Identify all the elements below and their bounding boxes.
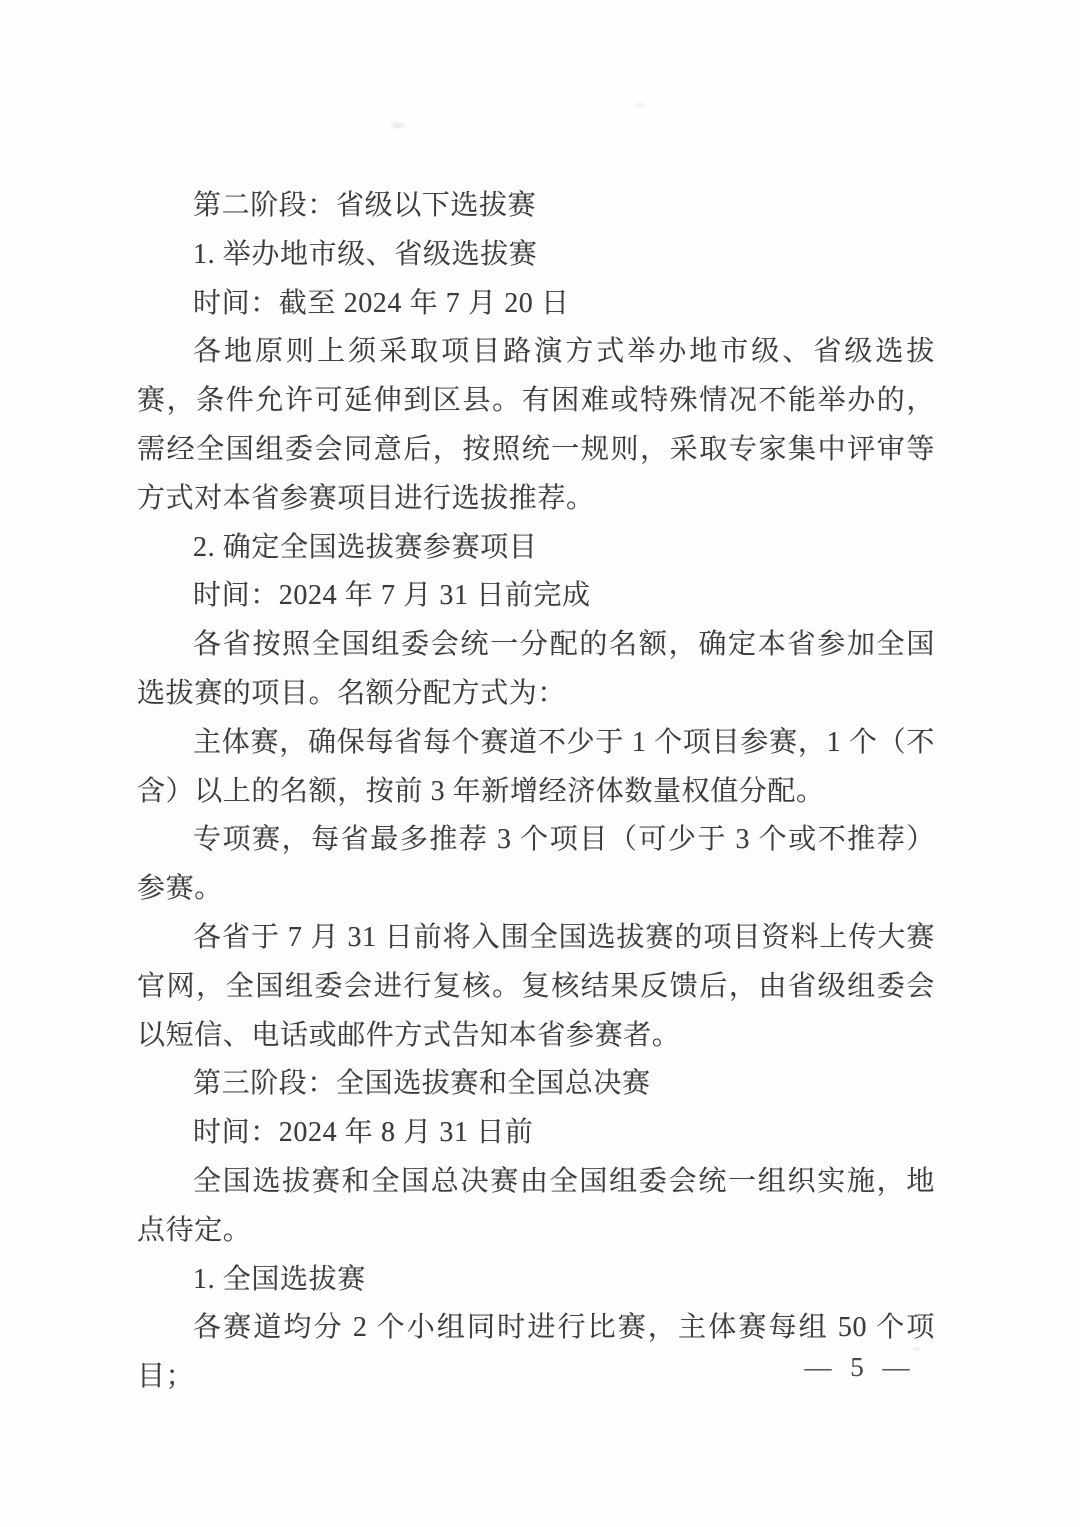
scan-artifact	[633, 101, 647, 109]
scan-artifact	[388, 121, 408, 130]
item2-review-notification: 各省于 7 月 31 日前将入围全国选拔赛的项目资料上传大赛官网，全国组委会进行复核。复核结果反馈后，由省级组委会以短信、电话或邮件方式告知本省参赛者。	[137, 921, 935, 1051]
page-number: — 5 —	[804, 1352, 916, 1382]
item2-heading: 2. 确定全国选拔赛参赛项目	[193, 531, 538, 563]
item2-time: 时间：2024 年 7 月 31 日前完成	[193, 580, 591, 612]
item1-body: 各地原则上须采取项目路演方式举办地市级、省级选拔赛，条件允许可延伸到区县。有困难或特殊情况不能举办的，需经全国组委会同意后，按照统一规则，采取专家集中评审等方式对本省参赛项目进行选拔推荐。	[137, 336, 935, 514]
stage3-heading: 第三阶段：全国选拔赛和全国总决赛	[193, 1068, 651, 1100]
item2-quota-intro: 各省按照全国组委会统一分配的名额，确定本省参加全国选拔赛的项目。名额分配方式为：	[137, 629, 935, 709]
document-body	[137, 182, 935, 1402]
stage3-body: 全国选拔赛和全国总决赛由全国组委会统一组织实施，地点待定。	[137, 1165, 935, 1246]
national-selection-heading: 1. 全国选拔赛	[193, 1263, 366, 1295]
item1-time: 时间：截至 2024 年 7 月 20 日	[193, 287, 570, 319]
item2-main-competition-rule: 主体赛，确保每省每个赛道不少于 1 个项目参赛，1 个（不含）以上的名额，按前 3 年新增经济体数量权值分配。	[137, 726, 935, 807]
item2-special-competition-rule: 专项赛，每省最多推荐 3 个项目（可少于 3 个或不推荐）参赛。	[137, 824, 935, 905]
stage3-time: 时间：2024 年 8 月 31 日前	[193, 1117, 534, 1149]
item1-heading: 1. 举办地市级、省级选拔赛	[193, 238, 538, 270]
stage2-heading: 第二阶段：省级以下选拔赛	[193, 190, 537, 221]
national-selection-body: 各赛道均分 2 个小组同时进行比赛，主体赛每组 50 个项目；	[137, 1312, 935, 1393]
